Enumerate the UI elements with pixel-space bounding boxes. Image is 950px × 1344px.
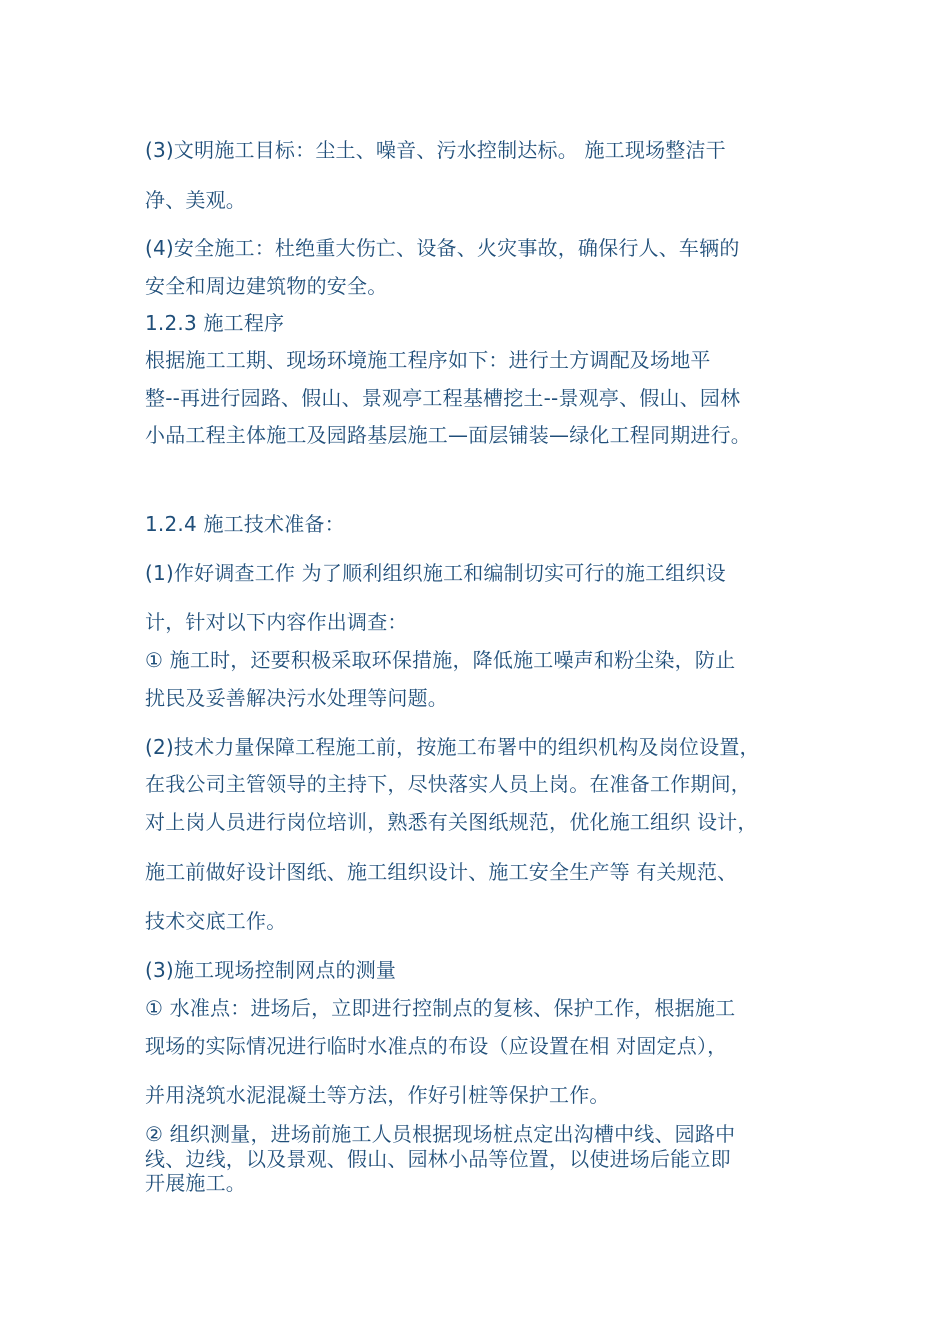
text-line: ② 组织测量，进场前施工人员根据现场桩点定出沟槽中线、园路中 <box>145 1122 736 1146</box>
text-line: (1)作好调查工作 为了顺利组织施工和编制切实可行的施工组织设 <box>145 561 726 585</box>
section-heading: (3)施工现场控制网点的测量 <box>145 958 397 982</box>
section-heading: 1.2.3 施工程序 <box>145 311 285 335</box>
text-line: 净、美观。 <box>145 188 246 212</box>
text-line: (4)安全施工：杜绝重大伤亡、设备、火灾事故，确保行人、车辆的 <box>145 236 740 260</box>
text-line: 小品工程主体施工及园路基层施工—面层铺装—绿化工程同期进行。 <box>145 423 751 447</box>
text-line: 对上岗人员进行岗位培训，熟悉有关图纸规范，优化施工组织 设计， <box>145 810 758 834</box>
text-line: 并用浇筑水泥混凝土等方法，作好引桩等保护工作。 <box>145 1083 610 1107</box>
text-line: ① 施工时，还要积极采取环保措施，降低施工噪声和粉尘染，防止 <box>145 648 736 672</box>
text-line: 根据施工工期、现场环境施工程序如下：进行土方调配及场地平 <box>145 348 711 372</box>
text-line: ① 水准点：进场后，立即进行控制点的复核、保护工作，根据施工 <box>145 996 736 1020</box>
text-line: 安全和周边建筑物的安全。 <box>145 274 388 298</box>
section-heading: 1.2.4 施工技术准备： <box>145 512 345 536</box>
text-line: 计，针对以下内容作出调查： <box>145 610 408 634</box>
text-line: 整--再进行园路、假山、景观亭工程基槽挖土--景观亭、假山、园林 <box>145 386 741 410</box>
text-line: 在我公司主管领导的主持下，尽快落实人员上岗。在准备工作期间， <box>145 772 751 796</box>
text-line: 技术交底工作。 <box>145 909 287 933</box>
text-line: 线、边线，以及景观、假山、园林小品等位置，以使进场后能立即 <box>145 1147 731 1171</box>
text-line: 施工前做好设计图纸、施工组织设计、施工安全生产等 有关规范、 <box>145 860 738 884</box>
text-line: 现场的实际情况进行临时水准点的布设（应设置在相 对固定点）， <box>145 1034 728 1058</box>
text-line: 扰民及妥善解决污水处理等问题。 <box>145 686 448 710</box>
text-line: (2)技术力量保障工程施工前，按施工布署中的组织机构及岗位设置， <box>145 735 760 759</box>
text-line: (3)文明施工目标：尘土、噪音、污水控制达标。 施工现场整洁干 <box>145 138 726 162</box>
text-line: 开展施工。 <box>145 1171 246 1195</box>
